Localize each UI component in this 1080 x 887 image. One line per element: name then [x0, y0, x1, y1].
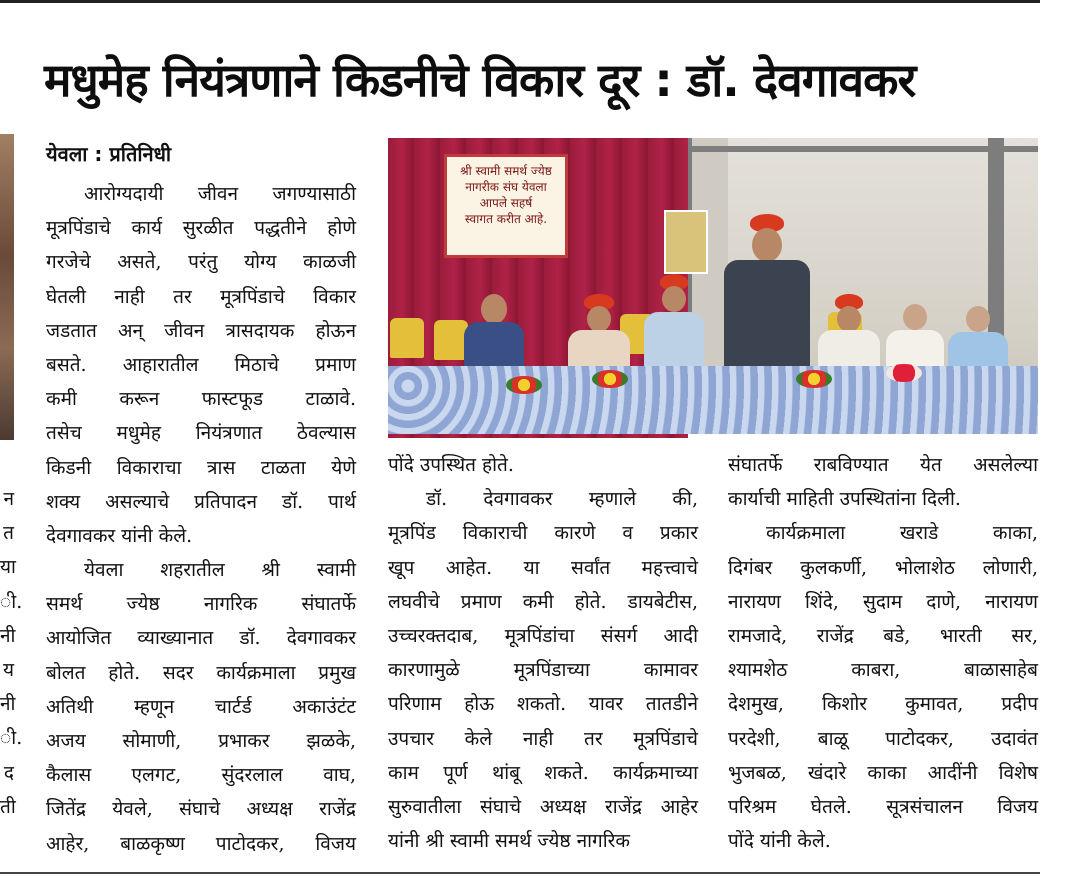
article-line: सुरुवातीला संघाचे अध्यक्ष राजेंद्र आहेर	[388, 795, 698, 818]
article-line: तसेच मधुमेह नियंत्रणात ठेवल्यास	[46, 422, 356, 445]
banner-line: श्री स्वामी समर्थ ज्येष्ठ	[460, 164, 552, 178]
article-line: मूत्रपिंडाचे कार्य सुरळीत पद्धतीने होणे	[46, 217, 356, 240]
article-line: परिणाम होऊ शकतो. यावर तातडीने	[388, 693, 698, 716]
adjacent-article-strip	[0, 0, 23, 887]
article-line: परिश्रम घेतले. सूत्रसंचालन विजय	[728, 795, 1038, 818]
adjacent-fragment: या	[0, 556, 16, 579]
article-line: बोलत होते. सदर कार्यक्रमाला प्रमुख	[46, 661, 356, 684]
article-line: डॉ. देवगावकर म्हणाले की,	[426, 488, 698, 511]
beam	[688, 146, 1038, 152]
portrait-frame	[664, 210, 708, 274]
article-line: रामजादे, राजेंद्र बडे, भारती सर,	[728, 624, 1038, 647]
article-line: लघवीचे प्रमाण कमी होते. डायबेटीस,	[388, 590, 698, 613]
gift-bag	[886, 364, 922, 382]
banner-line: नागरीक संघ येवला	[465, 180, 547, 194]
adjacent-fragment: त	[3, 522, 14, 545]
event-photo	[388, 138, 1038, 434]
article-line: समर्थ ज्येष्ठ नागरिक संघातर्फे	[46, 593, 356, 616]
article-line: नारायण शिंदे, सुदाम दाणे, नारायण	[728, 590, 1038, 613]
adjacent-fragment: ी.	[0, 590, 23, 613]
article-line: अतिथी म्हणून चार्टर्ड अकाउंटंट	[46, 695, 356, 718]
article-line: जितेंद्र येवले, संघाचे अध्यक्ष राजेंद्र	[46, 798, 356, 821]
article-line: गरजेचे असते, परंतु योग्य काळजी	[46, 251, 356, 274]
article-line: अजय सोमाणी, प्रभाकर झळके,	[46, 730, 356, 752]
seated-guest	[644, 274, 704, 378]
adjacent-fragment: य	[2, 658, 14, 681]
article-line: यांनी श्री स्वामी समर्थ ज्येष्ठ नागरिक	[388, 830, 631, 853]
adjacent-fragment: ती	[0, 795, 16, 818]
adjacent-fragment: नी	[0, 624, 16, 647]
article-line: पोंदे उपस्थित होते.	[388, 454, 514, 476]
article-line: जडतात अन् जीवन त्रासदायक होऊन	[46, 319, 356, 342]
article-column-2	[388, 448, 698, 858]
adjacent-fragment: द	[3, 761, 14, 784]
article-line: आरोग्यदायी जीवन जगण्यासाठी	[84, 183, 356, 205]
article-line: पोंदे यांनी केले.	[728, 830, 831, 853]
flower-bouquet	[796, 370, 832, 388]
article-line: परदेशी, बाळू पाटोदकर, उदावंत	[728, 727, 1038, 750]
adjacent-fragment: नी	[0, 693, 16, 716]
top-rule	[0, 0, 1040, 3]
adjacent-photo-edge	[0, 134, 14, 440]
article-line: देवगावकर यांनी केले.	[46, 524, 193, 547]
adjacent-fragment: ी.	[0, 727, 23, 750]
article-line: देशमुख, किशोर कुमावत, प्रदीप	[728, 693, 1038, 716]
article-line: उच्चरक्तदाब, मूत्रपिंडांचा संसर्ग आदी	[388, 624, 698, 647]
byline: येवला : प्रतिनिधी	[46, 142, 172, 166]
article-column-3	[728, 448, 1038, 858]
article-line: खूप आहेत. या सर्वांत महत्त्वाचे	[388, 556, 698, 579]
chair	[390, 318, 424, 358]
article-headline: मधुमेह नियंत्रणाने किडनीचे विकार दूर : डॉ. देवगावकर	[44, 53, 916, 107]
article-line: कार्याची माहिती उपस्थितांना दिली.	[728, 488, 961, 511]
article-line: संघातर्फे राबविण्यात येत असलेल्या	[728, 454, 1038, 476]
article-line: घेतली नाही तर मूत्रपिंडाचे विकार	[46, 285, 356, 308]
article-line: भुजबळ, खंदारे काका आदींनी विशेष	[728, 761, 1038, 784]
article-line: कमी करून फास्टफूड टाळावे.	[46, 388, 356, 411]
article-line: काम पूर्ण थांबू शकते. कार्यक्रमाच्या	[388, 761, 698, 784]
adjacent-fragment: न	[3, 488, 14, 510]
adjacent-text-fragments	[0, 482, 23, 824]
article-line: येवला शहरातील श्री स्वामी	[84, 559, 356, 582]
article-line: कारणामुळे मूत्रपिंडाच्या कामावर	[388, 659, 698, 682]
article-line: दिगंबर कुलकर्णी, भोलाशेठ लोणारी,	[728, 556, 1038, 579]
banner-line: आपले सहर्ष	[479, 196, 533, 210]
article-line: बसते. आहारातील मिठाचे प्रमाण	[46, 353, 356, 376]
chair	[434, 320, 468, 360]
welcome-banner	[444, 154, 568, 258]
article-line: कैलास एलगट, सुंदरलाल वाघ,	[46, 764, 356, 787]
article-line: कार्यक्रमाला खराडे काका,	[766, 522, 1038, 545]
article-line: उपचार केले नाही तर मूत्रपिंडाचे	[388, 727, 698, 750]
article-line: आहेर, बाळकृष्ण पाटोदकर, विजय	[46, 832, 356, 855]
flower-bouquet	[592, 370, 628, 388]
article-line: किडनी विकाराचा त्रास टाळता येणे	[46, 456, 356, 479]
article-line: शक्य असल्याचे प्रतिपादन डॉ. पार्थ	[46, 490, 356, 513]
stage-table	[388, 366, 1038, 434]
bottom-rule	[0, 872, 1040, 874]
seated-guest	[464, 288, 524, 378]
banner-line: स्वागत करीत आहे.	[464, 212, 548, 226]
article-column-1	[46, 177, 356, 861]
article-line: आयोजित व्याख्यानात डॉ. देवगावकर	[46, 627, 356, 650]
article-line: श्यामशेठ काबरा, बाळासाहेब	[728, 659, 1038, 682]
flower-bouquet	[506, 376, 542, 394]
article-line: मूत्रपिंड विकाराची कारणे व प्रकार	[388, 522, 698, 545]
